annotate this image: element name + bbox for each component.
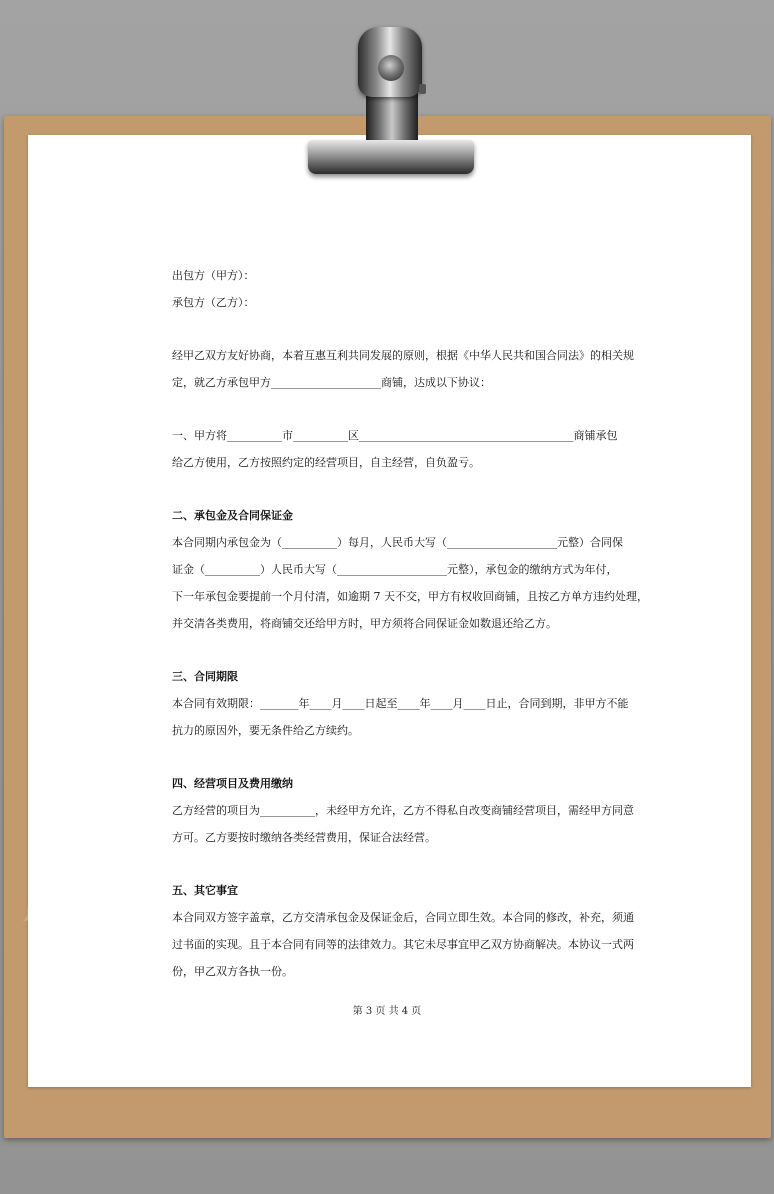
party-a-line: 出包方（甲方）： (172, 269, 255, 282)
clause-line: 方可。乙方要按时缴纳各类经营费用，保证合法经营。 (172, 831, 436, 844)
clause-line: 下一年承包金要提前一个月付清，如逾期 7 天不交，甲方有权收回商铺，且按乙方单方违约处理， (172, 590, 648, 603)
clause-line: 本合同有效期限：_______年____月____日起至____年____月____日止，合同到期，非甲方不能 (172, 697, 629, 710)
clause-line: 乙方经营的项目为__________，未经甲方允许，乙方不得私自改变商铺经营项目，需经甲方同意 (172, 804, 634, 817)
clause-line: 证金（__________）人民币大写（____________________元整），承包金的缴纳方式为年付， (172, 563, 618, 576)
intro-line: 定，就乙方承包甲方____________________商铺，达成以下协议： (172, 376, 491, 389)
binder-clip-icon (0, 0, 774, 200)
clause-line: 并交清各类费用，将商铺交还给甲方时，甲方须将合同保证金如数退还给乙方。 (172, 617, 557, 630)
clause-line: 本合同期内承包金为（__________）每月，人民币大写（____________________元整）合同保 (172, 536, 623, 549)
intro-line: 经甲乙双方友好协商，本着互惠互利共同发展的原则，根据《中华人民共和国合同法》的相关规 (172, 349, 634, 362)
clause-line: 一、甲方将__________市__________区_______________________________________商铺承包 (172, 429, 618, 442)
section-heading: 四、经营项目及费用缴纳 (172, 777, 293, 790)
clause-line: 份，甲乙双方各执一份。 (172, 965, 293, 978)
watermark-icon: ✦ (92, 466, 133, 509)
clause-line: 本合同双方签字盖章，乙方交清承包金及保证金后，合同立即生效。本合同的修改，补充，须通 (172, 911, 634, 924)
section-heading: 五、其它事宜 (172, 884, 238, 897)
party-b-line: 承包方（乙方）： (172, 296, 255, 309)
watermark-icon: ✦ (12, 896, 53, 939)
clause-line: 给乙方使用，乙方按照约定的经营项目，自主经营，自负盈亏。 (172, 456, 480, 469)
watermark-icon: ✦ (592, 466, 633, 509)
section-heading: 三、合同期限 (172, 670, 238, 683)
contract-text (172, 262, 648, 985)
clause-line: 抗力的原因外，要无条件给乙方续约。 (172, 724, 359, 737)
clause-line: 过书面的实现。且于本合同有同等的法律效力。其它未尽事宜甲乙双方协商解决。本协议一式两 (172, 938, 634, 951)
page-number: 第 3 页 共 4 页 (352, 1006, 422, 1017)
section-heading: 二、承包金及合同保证金 (172, 509, 293, 522)
